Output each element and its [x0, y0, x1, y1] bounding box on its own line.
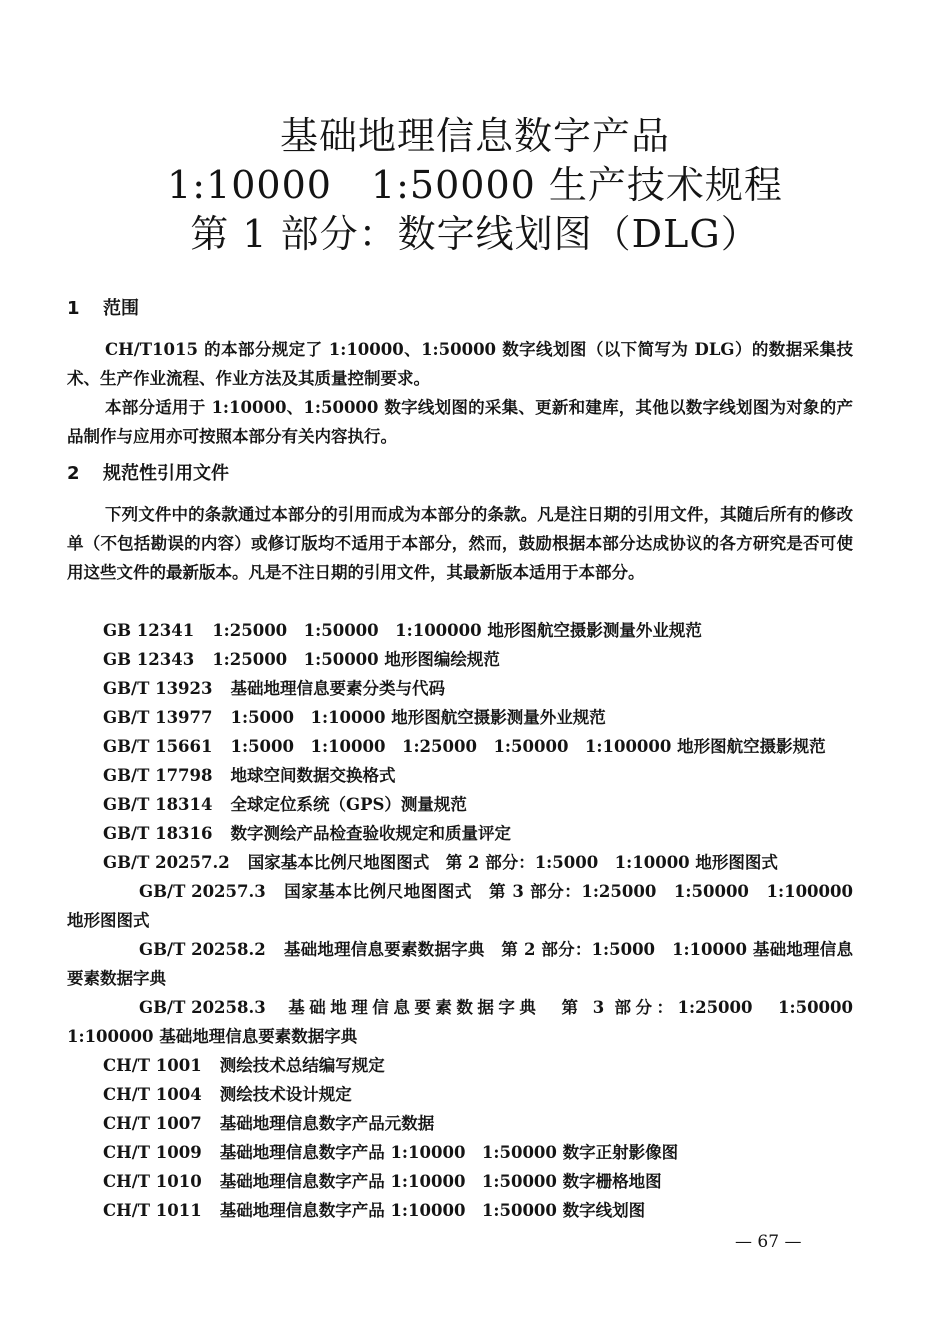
reference-item: GB/T 20257.2 国家基本比例尺地图图式 第 2 部分：1:5000 1:10000 地形图图式 — [103, 853, 778, 872]
page-number: — 67 — — [735, 1232, 802, 1252]
reference-item: GB/T 20257.3 国家基本比例尺地图图式 第 3 部分：1:25000 1:50000 1:100000 地形图图式 — [67, 882, 853, 930]
section-2-heading — [67, 461, 229, 487]
section-2-number: 2 — [67, 463, 80, 484]
reference-item: GB/T 18314 全球定位系统（GPS）测量规范 — [103, 795, 467, 814]
reference-item: GB/T 18316 数字测绘产品检查验收规定和质量评定 — [103, 824, 511, 843]
title-line-2: 1:10000 1:50000 生产技术规程 — [167, 163, 783, 207]
reference-list — [67, 616, 870, 1225]
reference-item: GB/T 17798 地球空间数据交换格式 — [103, 766, 396, 785]
document-title — [0, 112, 950, 259]
title-line-1: 基础地理信息数字产品 — [279, 114, 670, 158]
title-line-3: 第 1 部分：数字线划图（DLG） — [190, 212, 760, 256]
reference-item: GB/T 20258.3 基础地理信息要素数据字典 第 3 部分：1:25000 1:50000 1:100000 基础地理信息要素数据字典 — [67, 998, 870, 1046]
reference-item: CH/T 1009 基础地理信息数字产品 1:10000 1:50000 数字正射影像图 — [103, 1143, 679, 1162]
reference-item: GB 12341 1:25000 1:50000 1:100000 地形图航空摄影测量外业规范 — [103, 621, 702, 640]
reference-item: CH/T 1004 测绘技术设计规定 — [103, 1085, 352, 1104]
section-1-paragraph-1: CH/T1015 的本部分规定了 1:10000、1:50000 数字线划图（以下简写为 DLG）的数据采集技术、生产作业流程、作业方法及其质量控制要求。 — [67, 340, 853, 388]
section-1-title: 范围 — [103, 298, 139, 319]
reference-item: GB/T 13977 1:5000 1:10000 地形图航空摄影测量外业规范 — [103, 708, 606, 727]
section-1-number: 1 — [67, 298, 80, 319]
section-1-heading — [67, 296, 139, 322]
reference-item: GB 12343 1:25000 1:50000 地形图编绘规范 — [103, 650, 500, 669]
reference-item: CH/T 1011 基础地理信息数字产品 1:10000 1:50000 数字线划图 — [103, 1201, 646, 1220]
reference-item: CH/T 1001 测绘技术总结编写规定 — [103, 1056, 385, 1075]
reference-item: GB/T 20258.2 基础地理信息要素数据字典 第 2 部分：1:5000 1:10000 基础地理信息要素数据字典 — [67, 940, 853, 988]
section-2-title: 规范性引用文件 — [103, 463, 229, 484]
section-1-paragraph-2: 本部分适用于 1:10000、1:50000 数字线划图的采集、更新和建库，其他以数字线划图为对象的产品制作与应用亦可按照本部分有关内容执行。 — [67, 398, 853, 446]
section-2-paragraph-1: 下列文件中的条款通过本部分的引用而成为本部分的条款。凡是注日期的引用文件，其随后所有的修改单（不包括勘误的内容）或修订版均不适用于本部分，然而，鼓励根据本部分达成协议的各方研究是否可使用这些文件的最新版本。凡是不注日期的引用文件，其最新版本适用于本部分。 — [67, 505, 853, 582]
reference-item: CH/T 1007 基础地理信息数字产品元数据 — [103, 1114, 435, 1133]
reference-item: GB/T 13923 基础地理信息要素分类与代码 — [103, 679, 445, 698]
reference-item: CH/T 1010 基础地理信息数字产品 1:10000 1:50000 数字栅格地图 — [103, 1172, 662, 1191]
reference-item: GB/T 15661 1:5000 1:10000 1:25000 1:50000 1:100000 地形图航空摄影规范 — [103, 737, 826, 756]
